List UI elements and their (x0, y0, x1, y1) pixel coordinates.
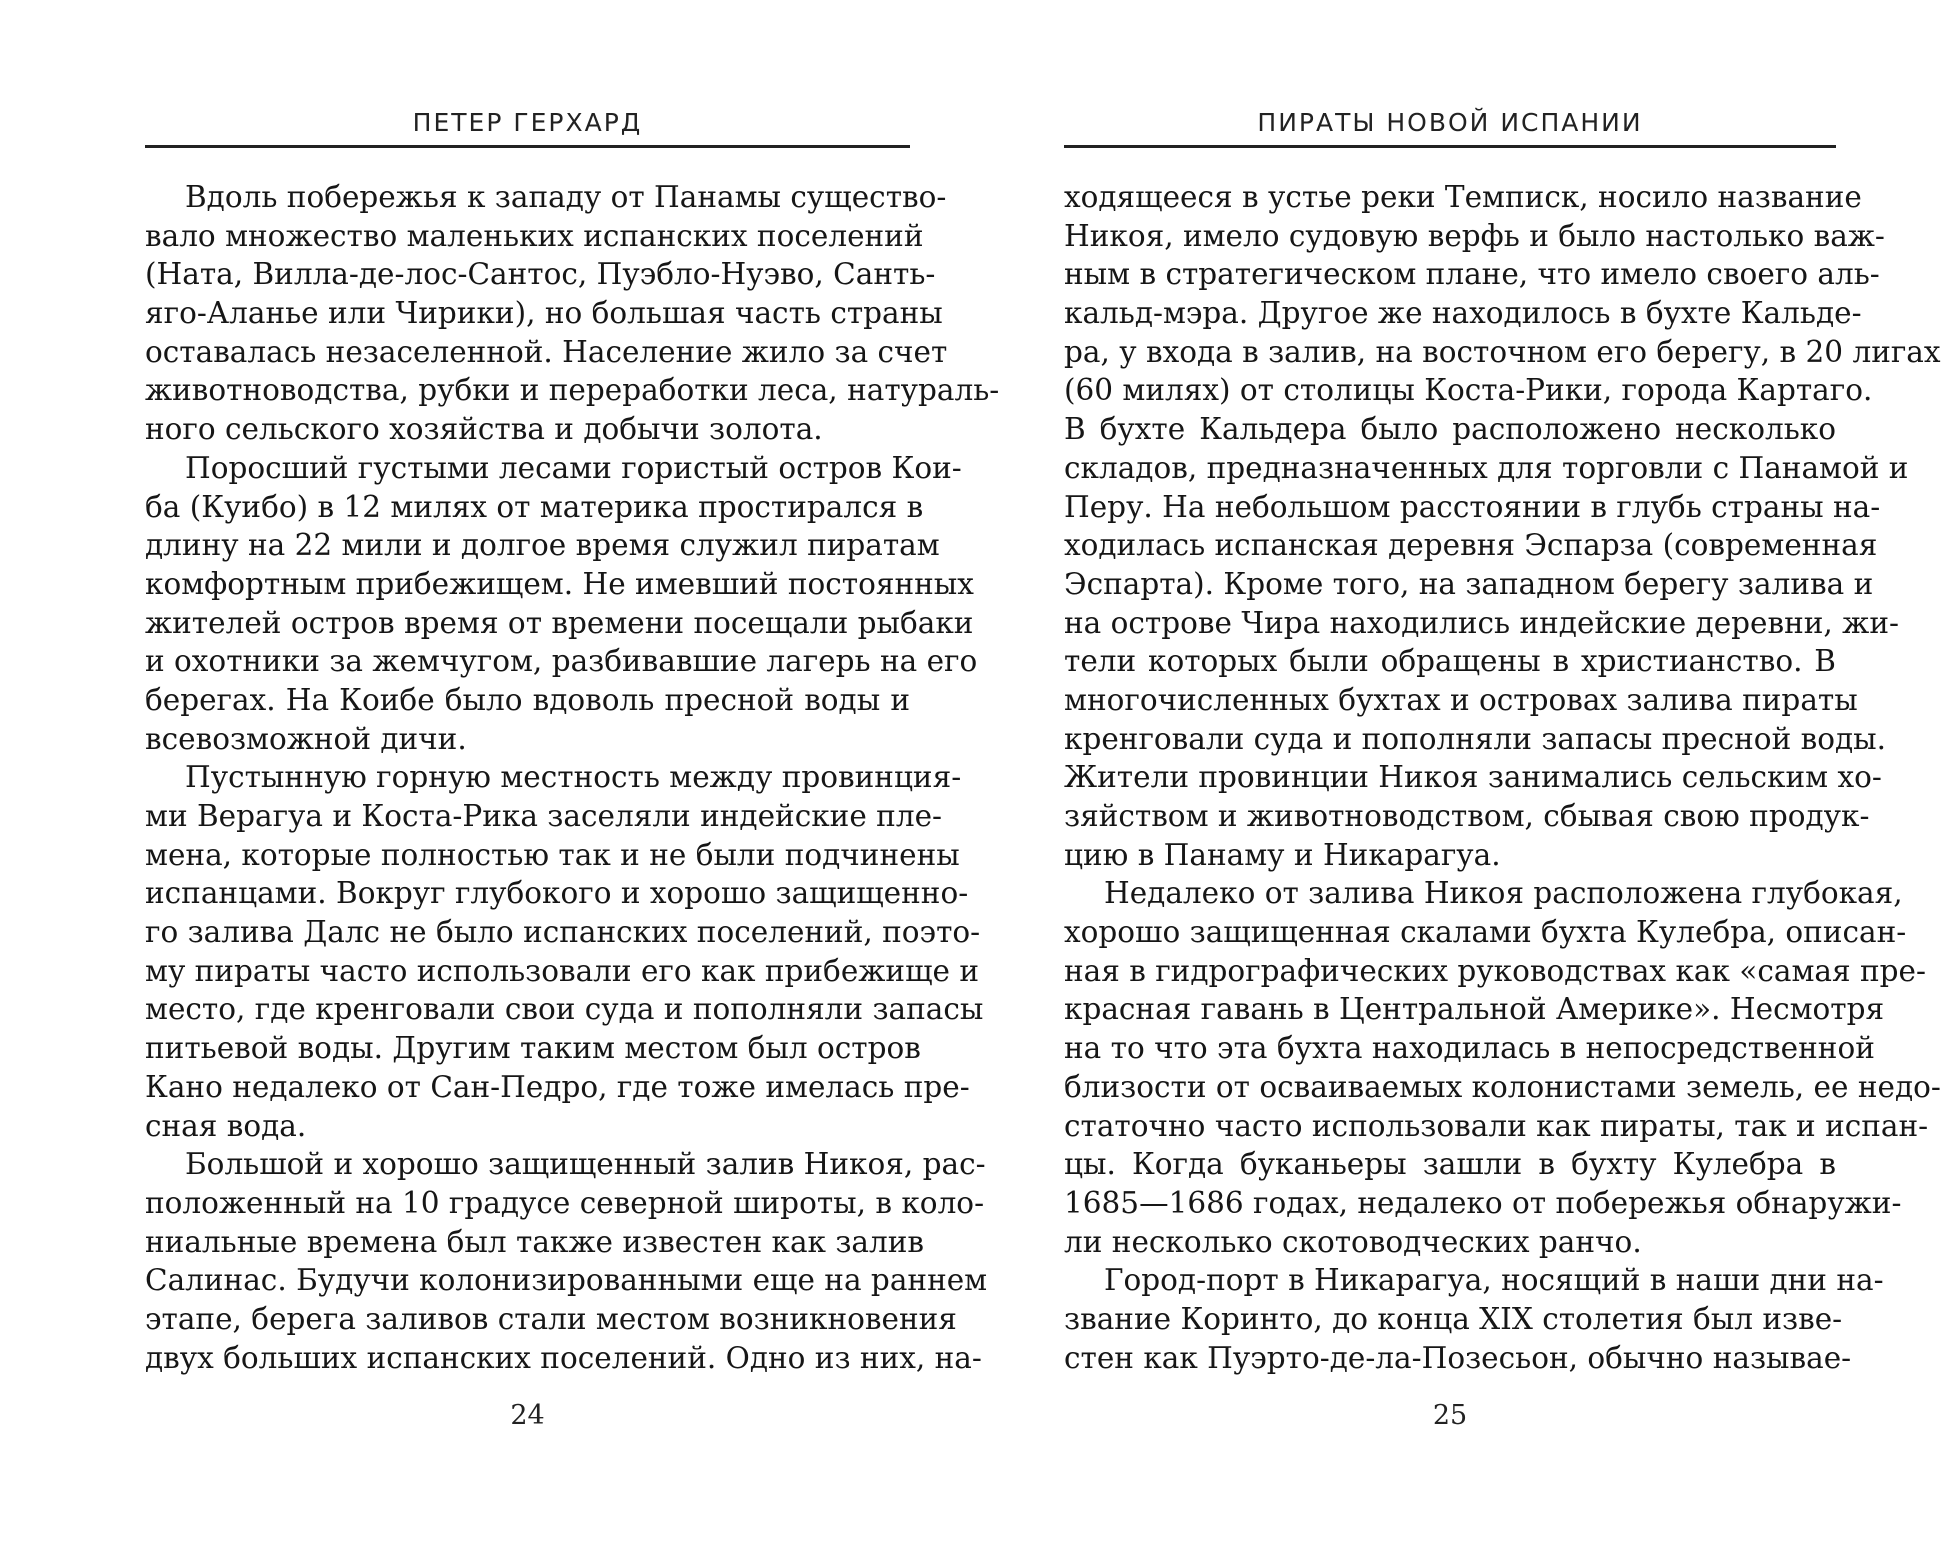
text-line: берегах. На Коибе было вдоволь пресной воды и (145, 682, 910, 717)
text-line: ра, у входа в залив, на восточном его берегу, в 20 лигах (1064, 334, 1941, 369)
right-page-body (1064, 178, 1941, 1377)
text-line: Никоя, имело судовую верфь и было настолько важ- (1064, 218, 1885, 253)
text-line: Кано недалеко от Сан-Педро, где тоже имелась пре- (145, 1069, 970, 1104)
text-line: Перу. На небольшом расстоянии в глубь страны на- (1064, 489, 1881, 524)
text-line: мена, которые полностью так и не были подчинены (145, 837, 960, 872)
text-line: положенный на 10 градусе северной широты, в коло- (145, 1185, 985, 1220)
text-line: Недалеко от залива Никоя расположена глубокая, (1104, 876, 1903, 911)
text-line: оставалась незаселенной. Население жило за счет (145, 334, 948, 369)
text-line: зяйством и животноводством, сбывая свою продук- (1064, 799, 1870, 833)
text-line: ми Верагуа и Коста-Рика заселяли индейские пле- (145, 799, 942, 833)
header-rule (145, 145, 910, 148)
text-line: Жители провинции Никоя занимались сельским хо- (1064, 760, 1882, 795)
text-line: комфортным прибежищем. Не имевший постоянных (145, 566, 974, 601)
running-head-author: ПЕТЕР ГЕРХАРД (412, 108, 643, 137)
text-line: цы. Когда буканьеры зашли в бухту Кулебра в (1064, 1147, 1836, 1182)
text-line: этапе, берега заливов стали местом возникновения (145, 1301, 957, 1336)
text-line: ба (Куибо) в 12 милях от материка простирался в (145, 489, 924, 524)
text-line: тели которых были обращены в христианство. В (1064, 644, 1836, 679)
page-number: 24 (510, 1400, 545, 1431)
text-line: кренговали суда и пополняли запасы пресной воды. (1064, 721, 1886, 756)
text-line: испанцами. Вокруг глубокого и хорошо защищенно- (145, 876, 969, 911)
text-line: (60 милях) от столицы Коста-Рики, города Картаго. (1064, 373, 1873, 408)
text-line: яго-Аланье или Чирики), но большая часть страны (145, 296, 943, 331)
text-line: сная вода. (145, 1108, 307, 1143)
text-line: Большой и хорошо защищенный залив Никоя, рас- (185, 1147, 986, 1182)
right-page (1064, 0, 1941, 1546)
header-rule (1064, 145, 1836, 148)
text-line: красная гавань в Центральной Америке». Несмотря (1064, 992, 1885, 1027)
text-line: ниальные времена был также известен как залив (145, 1224, 925, 1259)
left-page-body (145, 178, 1000, 1377)
text-line: Пустынную горную местность между провинция- (185, 760, 962, 795)
text-line: звание Коринто, до конца XIX столетия был изве- (1064, 1301, 1843, 1336)
text-line: ходилась испанская деревня Эспарза (современная (1064, 528, 1878, 563)
text-line: жителей остров время от времени посещали рыбаки (145, 605, 974, 640)
text-line: Вдоль побережья к западу от Панамы существо- (185, 180, 947, 214)
text-line: му пираты часто использовали его как прибежище и (145, 953, 979, 988)
text-line: животноводства, рубки и переработки леса, натураль- (145, 373, 1000, 408)
text-line: цию в Панаму и Никарагуа. (1064, 837, 1501, 872)
text-line: и охотники за жемчугом, разбивавшие лагерь на его (145, 644, 978, 679)
text-line: ходящееся в устье реки Темписк, носило название (1064, 180, 1862, 214)
text-line: место, где кренговали свои суда и пополняли запасы (145, 992, 984, 1027)
text-line: вало множество маленьких испанских поселений (145, 218, 924, 253)
text-line: го залива Далс не было испанских поселений, поэто- (145, 915, 981, 950)
text-line: кальд-мэра. Другое же находилось в бухте Кальде- (1064, 296, 1862, 331)
text-line: ная в гидрографических руководствах как «самая пре- (1064, 953, 1926, 988)
text-line: складов, предназначенных для торговли с Панамой и (1064, 450, 1909, 485)
text-line: В бухте Кальдера было расположено несколько (1064, 412, 1836, 447)
text-line: на то что эта бухта находилась в непосредственной (1064, 1031, 1875, 1066)
text-line: Салинас. Будучи колонизированными еще на раннем (145, 1263, 988, 1298)
text-line: близости от осваиваемых колонистами земель, ее недо- (1064, 1069, 1941, 1104)
page-number: 25 (1432, 1400, 1468, 1431)
text-line: питьевой воды. Другим таким местом был остров (145, 1031, 921, 1066)
text-line: всевозможной дичи. (145, 721, 467, 756)
text-line: Город-порт в Никарагуа, носящий в наши дни на- (1104, 1263, 1884, 1298)
text-line: 1685—1686 годах, недалеко от побережья обнаружи- (1064, 1185, 1902, 1220)
text-line: многочисленных бухтах и островах залива пираты (1064, 682, 1858, 717)
running-head-title: ПИРАТЫ НОВОЙ ИСПАНИИ (1257, 108, 1643, 137)
text-line: ного сельского хозяйства и добычи золота. (145, 412, 823, 447)
text-line: длину на 22 мили и долгое время служил пиратам (145, 528, 940, 563)
text-line: статочно часто использовали как пираты, так и испан- (1064, 1108, 1929, 1143)
text-line: хорошо защищенная скалами бухта Кулебра, описан- (1064, 915, 1907, 950)
text-line: Поросший густыми лесами гористый остров Кои- (185, 450, 962, 485)
text-line: двух больших испанских поселений. Одно из них, на- (145, 1340, 982, 1375)
text-line: ли несколько скотоводческих ранчо. (1064, 1224, 1642, 1259)
text-line: на острове Чира находились индейские деревни, жи- (1064, 605, 1899, 640)
text-line: Эспарта). Кроме того, на западном берегу залива и (1064, 566, 1874, 601)
text-line: стен как Пуэрто-де-ла-Позесьон, обычно называе- (1064, 1340, 1852, 1375)
text-line: ным в стратегическом плане, что имело своего аль- (1064, 257, 1880, 292)
text-line: (Ната, Вилла-де-лос-Сантос, Пуэбло-Нуэво, Санть- (145, 257, 936, 292)
left-page (145, 0, 1000, 1546)
